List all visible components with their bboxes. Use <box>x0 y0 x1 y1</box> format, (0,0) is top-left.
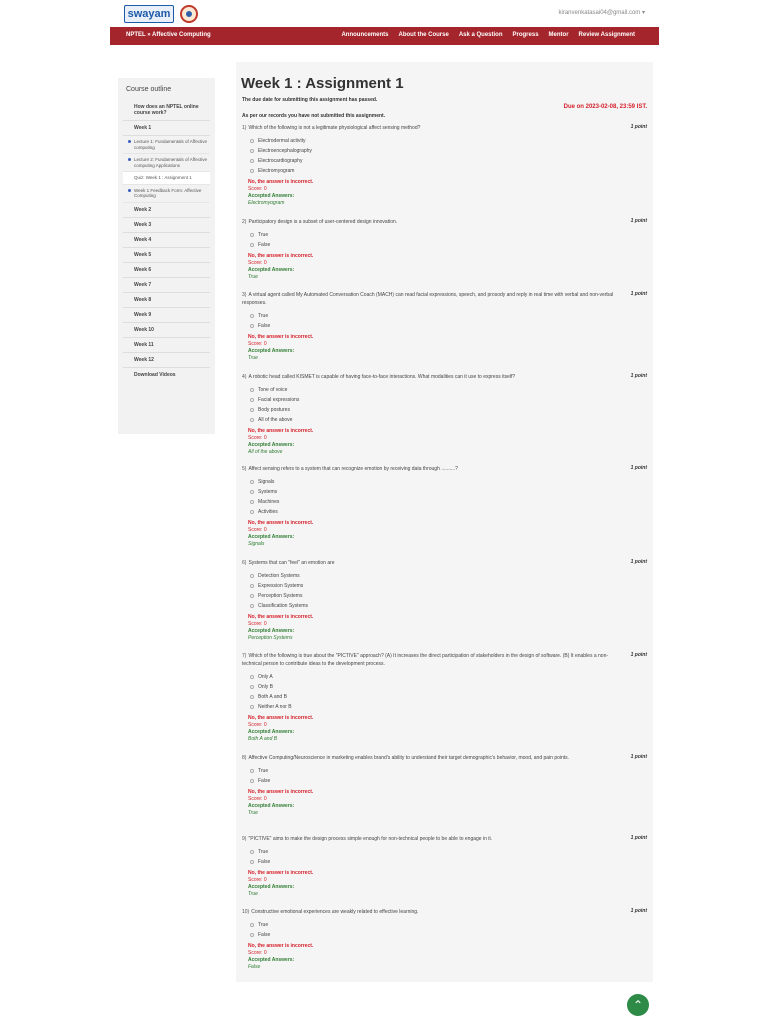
feedback <box>248 614 647 642</box>
answer-option[interactable] <box>250 847 647 857</box>
radio-button[interactable] <box>250 923 254 927</box>
nav-announcements[interactable]: Announcements <box>341 32 389 38</box>
option-label: Electromyogram <box>258 168 295 174</box>
radio-button[interactable] <box>250 314 254 318</box>
accepted-answer: Both A and B <box>248 736 278 742</box>
question-points: 1 point <box>630 291 647 297</box>
incorrect-label: No, the answer is incorrect. <box>248 179 314 185</box>
answer-option[interactable] <box>250 136 647 146</box>
answer-option[interactable] <box>250 702 647 712</box>
question-text <box>242 835 647 843</box>
question-points: 1 point <box>630 754 647 760</box>
score-label: Score: 0 <box>248 722 267 728</box>
incorrect-label: No, the answer is incorrect. <box>248 253 314 259</box>
option-label: Only A <box>258 674 273 680</box>
option-label: Only B <box>258 684 274 690</box>
option-label: Expression Systems <box>258 583 304 589</box>
option-label: True <box>258 922 269 928</box>
question-text <box>242 218 647 226</box>
sidebar-item-week[interactable]: Week 4 <box>123 233 210 248</box>
answer-option[interactable] <box>250 497 647 507</box>
question-body: "PICTIVE" aims to make the design process simple enough for non-technical people to be able to engage in it. <box>248 836 493 842</box>
sidebar-item-week-1[interactable]: Week 1 <box>123 121 210 136</box>
answer-option[interactable] <box>250 601 647 611</box>
radio-button[interactable] <box>250 685 254 689</box>
answer-option[interactable] <box>250 920 647 930</box>
scroll-to-top-button[interactable] <box>627 994 649 1016</box>
question-block <box>242 559 647 642</box>
option-label: Machines <box>258 499 280 505</box>
answer-option[interactable] <box>250 507 647 517</box>
option-label: Signals <box>258 479 275 485</box>
radio-button[interactable] <box>250 705 254 709</box>
sidebar-item-week[interactable]: Week 7 <box>123 278 210 293</box>
option-label: Both A and B <box>258 694 287 700</box>
swayam-logo[interactable]: swayam <box>124 5 174 23</box>
question-text <box>242 124 647 132</box>
sidebar-item-week[interactable]: Week 2 <box>123 203 210 218</box>
radio-button[interactable] <box>250 408 254 412</box>
radio-button[interactable] <box>250 418 254 422</box>
question-text <box>242 908 647 916</box>
accepted-answers-label: Accepted Answers: <box>248 267 295 273</box>
feedback <box>248 943 647 971</box>
option-label: True <box>258 313 269 319</box>
radio-button[interactable] <box>250 233 254 237</box>
answer-option[interactable] <box>250 692 647 702</box>
radio-button[interactable] <box>250 149 254 153</box>
accepted-answer: Electromyogram <box>248 200 285 206</box>
score-label: Score: 0 <box>248 621 267 627</box>
question-body: Constructive emotional experiences are weakly related to effective learning. <box>251 909 419 915</box>
sidebar-subitem-lecture-2[interactable]: Lecture 2: Fundamentals of Affective computing Applications <box>123 154 210 172</box>
radio-button[interactable] <box>250 500 254 504</box>
sidebar-item-download-videos[interactable]: Download Videos <box>134 371 176 378</box>
answer-option[interactable] <box>250 682 647 692</box>
answer-option[interactable] <box>250 321 647 331</box>
radio-button[interactable] <box>250 850 254 854</box>
radio-button[interactable] <box>250 574 254 578</box>
score-label: Score: 0 <box>248 950 267 956</box>
radio-button[interactable] <box>250 604 254 608</box>
top-bar <box>110 0 659 27</box>
feedback <box>248 253 647 281</box>
option-list <box>250 847 647 867</box>
accepted-answers-label: Accepted Answers: <box>248 442 295 448</box>
question-number: 8) <box>242 755 247 761</box>
nav-links <box>341 32 635 38</box>
question-number: 7) <box>242 653 247 659</box>
option-list <box>250 136 647 176</box>
question-points: 1 point <box>630 218 647 224</box>
accepted-answers-label: Accepted Answers: <box>248 729 295 735</box>
page-title: Week 1 : Assignment 1 <box>241 75 404 92</box>
option-label: True <box>258 768 269 774</box>
accepted-answers-label: Accepted Answers: <box>248 534 295 540</box>
accepted-answers-label: Accepted Answers: <box>248 348 295 354</box>
incorrect-label: No, the answer is incorrect. <box>248 943 314 949</box>
radio-button[interactable] <box>250 769 254 773</box>
option-list <box>250 477 647 517</box>
question-number: 2) <box>242 219 247 225</box>
option-label: Electroencephalography <box>258 148 312 154</box>
question-text <box>242 559 647 567</box>
option-list <box>250 571 647 611</box>
answer-option[interactable] <box>250 405 647 415</box>
accepted-answer: False <box>248 964 261 970</box>
answer-option[interactable] <box>250 166 647 176</box>
accepted-answers-label: Accepted Answers: <box>248 628 295 634</box>
question-text <box>242 754 647 762</box>
option-label: Systems <box>258 489 278 495</box>
accepted-answer: True <box>248 274 258 280</box>
accepted-answer: Signals <box>248 541 265 547</box>
answer-option[interactable] <box>250 930 647 940</box>
answer-option[interactable] <box>250 230 647 240</box>
course-outline-sidebar <box>118 78 215 434</box>
question-number: 1) <box>242 125 247 131</box>
nav-progress[interactable]: Progress <box>512 32 539 38</box>
question-text <box>242 373 647 381</box>
radio-button[interactable] <box>250 490 254 494</box>
incorrect-label: No, the answer is incorrect. <box>248 428 314 434</box>
accepted-answer: All of the above <box>248 449 283 455</box>
question-text <box>242 652 647 668</box>
question-block <box>242 908 647 971</box>
radio-button[interactable] <box>250 779 254 783</box>
answer-option[interactable] <box>250 146 647 156</box>
question-points: 1 point <box>630 652 647 658</box>
accepted-answers-label: Accepted Answers: <box>248 957 295 963</box>
option-label: Activities <box>258 509 278 515</box>
score-label: Score: 0 <box>248 877 267 883</box>
main-navbar <box>110 27 659 45</box>
radio-button[interactable] <box>250 388 254 392</box>
question-block <box>242 124 647 207</box>
accepted-answers-label: Accepted Answers: <box>248 884 295 890</box>
question-block <box>242 465 647 548</box>
question-body: Which of the following is not a legitimate physiological affect sensing method? <box>248 125 421 131</box>
question-body: Affect sensing refers to a system that can recognize emotion by receiving data through ..........? <box>248 466 458 472</box>
radio-button[interactable] <box>250 594 254 598</box>
question-points: 1 point <box>630 908 647 914</box>
answer-option[interactable] <box>250 672 647 682</box>
option-label: True <box>258 232 269 238</box>
score-label: Score: 0 <box>248 186 267 192</box>
accepted-answer: True <box>248 891 258 897</box>
question-body: Systems that can "feel" an emotion are <box>248 560 335 566</box>
incorrect-label: No, the answer is incorrect. <box>248 870 314 876</box>
user-menu[interactable]: kiranvenkatasai04@gmail.com ▾ <box>558 10 645 16</box>
sidebar-subitem-feedback[interactable]: Week 1 Feedback Form: Affective Computing <box>123 185 210 203</box>
radio-button[interactable] <box>250 139 254 143</box>
option-list <box>250 311 647 331</box>
question-number: 3) <box>242 292 247 298</box>
option-label: True <box>258 849 269 855</box>
sidebar-item-week[interactable]: Week 9 <box>123 308 210 323</box>
course-breadcrumb[interactable]: NPTEL » Affective Computing <box>126 32 211 38</box>
question-number: 10) <box>242 909 250 915</box>
answer-option[interactable] <box>250 395 647 405</box>
option-label: Neither A nor B <box>258 704 292 710</box>
score-label: Score: 0 <box>248 435 267 441</box>
answer-option[interactable] <box>250 857 647 867</box>
question-number: 9) <box>242 836 247 842</box>
question-number: 6) <box>242 560 247 566</box>
option-label: Body postures <box>258 407 290 413</box>
feedback <box>248 870 647 898</box>
question-points: 1 point <box>630 559 647 565</box>
option-label: Electrocardiography <box>258 158 303 164</box>
emblem-icon <box>180 5 198 23</box>
option-label: Tone of voice <box>258 387 288 393</box>
option-list <box>250 672 647 712</box>
question-body: A virtual agent called My Automated Conversation Coach (MACH) can read facial expressions, speech, and prosody and reply in real time with verbal and non-verbal responses. <box>242 292 614 306</box>
answer-option[interactable] <box>250 415 647 425</box>
question-block <box>242 218 647 281</box>
question-block <box>242 291 647 362</box>
sidebar-list <box>123 100 210 382</box>
radio-button[interactable] <box>250 169 254 173</box>
nav-mentor[interactable]: Mentor <box>548 32 569 38</box>
option-label: False <box>258 778 271 784</box>
option-label: False <box>258 242 271 248</box>
answer-option[interactable] <box>250 385 647 395</box>
radio-button[interactable] <box>250 695 254 699</box>
sidebar-subitem-lecture-1[interactable]: Lecture 1: Fundamentals of Affective computing <box>123 136 210 154</box>
accepted-answers-label: Accepted Answers: <box>248 803 295 809</box>
option-label: False <box>258 859 271 865</box>
answer-option[interactable] <box>250 311 647 321</box>
nav-about-course[interactable]: About the Course <box>398 32 449 38</box>
nav-review-assignment[interactable]: Review Assignment <box>578 32 635 38</box>
score-label: Score: 0 <box>248 341 267 347</box>
question-body: A robotic head called KISMET is capable of having face-to-face interactions. What modalities can it use to express itself? <box>248 374 516 380</box>
sidebar-title: Course outline <box>126 86 172 93</box>
answer-option[interactable] <box>250 156 647 166</box>
assignment-panel <box>236 62 653 982</box>
question-points: 1 point <box>630 373 647 379</box>
option-label: All of the above <box>258 417 293 423</box>
radio-button[interactable] <box>250 675 254 679</box>
radio-button[interactable] <box>250 584 254 588</box>
sidebar-item-week[interactable]: Week 11 <box>123 338 210 353</box>
question-text <box>242 291 647 307</box>
option-label: Detection Systems <box>258 573 300 579</box>
incorrect-label: No, the answer is incorrect. <box>248 789 314 795</box>
question-body: Participatory design is a subset of user-centered design innovation. <box>248 219 398 225</box>
option-list <box>250 385 647 425</box>
option-list <box>250 766 647 786</box>
arrow-up-icon: ⌃ <box>632 998 644 1012</box>
option-label: False <box>258 932 271 938</box>
answer-option[interactable] <box>250 581 647 591</box>
feedback <box>248 179 647 207</box>
incorrect-label: No, the answer is incorrect. <box>248 614 314 620</box>
question-points: 1 point <box>630 835 647 841</box>
question-block <box>242 373 647 456</box>
accepted-answer: Perception Systems <box>248 635 293 641</box>
accepted-answer: True <box>248 810 258 816</box>
accepted-answers-label: Accepted Answers: <box>248 193 295 199</box>
sidebar-item-week[interactable]: Week 5 <box>123 248 210 263</box>
option-label: Facial expressions <box>258 397 300 403</box>
radio-button[interactable] <box>250 933 254 937</box>
answer-option[interactable] <box>250 776 647 786</box>
radio-button[interactable] <box>250 510 254 514</box>
feedback <box>248 334 647 362</box>
question-number: 4) <box>242 374 247 380</box>
sidebar-item-week[interactable]: Week 3 <box>123 218 210 233</box>
question-body: Affective Computing/Neuroscience in marketing enables brand's ability to understand their target demographic's behavior, mood, and pain points. <box>248 755 570 761</box>
question-body: Which of the following is true about the "PICTIVE" approach? (A) It increases the direct participation of stakeholders in the design of software. (B) It enables a non-technical person to contribute ideas to the development process. <box>242 653 609 667</box>
score-label: Score: 0 <box>248 260 267 266</box>
due-date: Due on 2023-02-08, 23:59 IST. <box>563 104 647 110</box>
sidebar-item-intro[interactable]: How does an NPTEL online course work? <box>123 100 210 121</box>
option-label: Classification Systems <box>258 603 309 609</box>
answer-option[interactable] <box>250 477 647 487</box>
option-list <box>250 230 647 250</box>
radio-button[interactable] <box>250 324 254 328</box>
feedback <box>248 428 647 456</box>
answer-option[interactable] <box>250 487 647 497</box>
score-label: Score: 0 <box>248 527 267 533</box>
question-block <box>242 835 647 898</box>
incorrect-label: No, the answer is incorrect. <box>248 520 314 526</box>
accepted-answer: True <box>248 355 258 361</box>
not-submitted-notice: As per our records you have not submitted this assignment. <box>242 113 386 119</box>
score-label: Score: 0 <box>248 796 267 802</box>
radio-button[interactable] <box>250 398 254 402</box>
question-block <box>242 652 647 743</box>
feedback <box>248 520 647 548</box>
radio-button[interactable] <box>250 243 254 247</box>
answer-option[interactable] <box>250 591 647 601</box>
option-label: False <box>258 323 271 329</box>
sidebar-item-week[interactable]: Week 12 <box>123 353 210 368</box>
radio-button[interactable] <box>250 480 254 484</box>
question-points: 1 point <box>630 465 647 471</box>
sidebar-item-week[interactable]: Week 8 <box>123 293 210 308</box>
radio-button[interactable] <box>250 159 254 163</box>
sidebar-item-week[interactable]: Week 10 <box>123 323 210 338</box>
nav-ask-question[interactable]: Ask a Question <box>458 32 503 38</box>
option-list <box>250 920 647 940</box>
due-passed-notice: The due date for submitting this assignment has passed. <box>242 97 378 103</box>
option-label: Perception Systems <box>258 593 303 599</box>
radio-button[interactable] <box>250 860 254 864</box>
answer-option[interactable] <box>250 766 647 776</box>
sidebar-subitem-quiz[interactable]: Quiz: Week 1 : Assignment 1 <box>123 172 210 185</box>
sidebar-item-week[interactable]: Week 6 <box>123 263 210 278</box>
feedback <box>248 715 647 743</box>
incorrect-label: No, the answer is incorrect. <box>248 334 314 340</box>
option-label: Electrodermal activity <box>258 138 306 144</box>
answer-option[interactable] <box>250 571 647 581</box>
question-number: 5) <box>242 466 247 472</box>
question-text <box>242 465 647 473</box>
feedback <box>248 789 647 817</box>
answer-option[interactable] <box>250 240 647 250</box>
question-points: 1 point <box>630 124 647 130</box>
incorrect-label: No, the answer is incorrect. <box>248 715 314 721</box>
question-block <box>242 754 647 817</box>
